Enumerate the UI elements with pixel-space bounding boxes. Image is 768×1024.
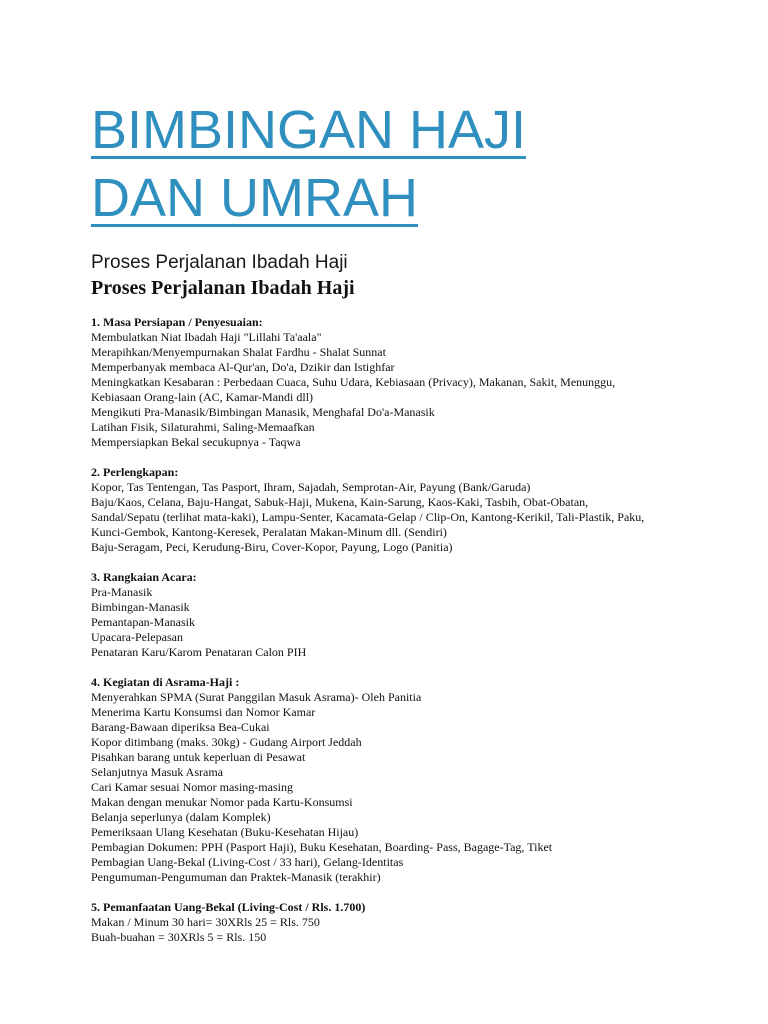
section-1 xyxy=(91,315,751,450)
section-heading: 3. Rangkaian Acara: xyxy=(91,570,197,584)
section-line: Pra-Manasik xyxy=(91,585,153,599)
section-line: Buah-buahan = 30XRls 5 = Rls. 150 xyxy=(91,930,267,944)
section-line: Selanjutnya Masuk Asrama xyxy=(91,765,223,779)
document-title xyxy=(91,100,751,236)
section-line: Pisahkan barang untuk keperluan di Pesawat xyxy=(91,750,306,764)
section-line: Makan / Minum 30 hari= 30XRls 25 = Rls. 750 xyxy=(91,915,320,929)
section-line: Pemeriksaan Ulang Kesehatan (Buku-Kesehatan Hijau) xyxy=(91,825,359,839)
section-line: Latihan Fisik, Silaturahmi, Saling-Memaafkan xyxy=(91,420,315,434)
section-2 xyxy=(91,465,751,555)
section-line: Menyerahkan SPMA (Surat Panggilan Masuk Asrama)- Oleh Panitia xyxy=(91,690,422,704)
section-heading: 4. Kegiatan di Asrama-Haji : xyxy=(91,675,240,689)
section-line: Kunci-Gembok, Kantong-Keresek, Peralatan Makan-Minum dll. (Sendiri) xyxy=(91,525,447,539)
section-line: Mengikuti Pra-Manasik/Bimbingan Manasik, Menghafal Do'a-Manasik xyxy=(91,405,435,419)
section-line: Mempersiapkan Bekal secukupnya - Taqwa xyxy=(91,435,301,449)
title-line-2: DAN UMRAH xyxy=(91,168,419,228)
section-line: Baju/Kaos, Celana, Baju-Hangat, Sabuk-Haji, Mukena, Kain-Sarung, Kaos-Kaki, Tasbih, Obat-Obatan, xyxy=(91,495,589,509)
section-line: Pembagian Uang-Bekal (Living-Cost / 33 hari), Gelang-Identitas xyxy=(91,855,404,869)
title-line-1: BIMBINGAN HAJI xyxy=(91,100,527,160)
section-line: Kopor, Tas Tentengan, Tas Pasport, Ihram, Sajadah, Semprotan-Air, Payung (Bank/Garuda) xyxy=(91,480,531,494)
section-4 xyxy=(91,675,751,885)
sections-container xyxy=(91,315,751,945)
section-line: Penataran Karu/Karom Penataran Calon PIH xyxy=(91,645,307,659)
subtitle-serif: Proses Perjalanan Ibadah Haji xyxy=(91,277,355,299)
subtitle-sans: Proses Perjalanan Ibadah Haji xyxy=(91,252,348,273)
section-line: Makan dengan menukar Nomor pada Kartu-Konsumsi xyxy=(91,795,353,809)
section-line: Kebiasaan Orang-lain (AC, Kamar-Mandi dll) xyxy=(91,390,314,404)
section-line: Meningkatkan Kesabaran : Perbedaan Cuaca, Suhu Udara, Kebiasaan (Privacy), Makanan, Sakit, Menunggu, xyxy=(91,375,616,389)
section-line: Bimbingan-Manasik xyxy=(91,600,190,614)
section-3 xyxy=(91,570,751,660)
section-line: Memperbanyak membaca Al-Qur'an, Do'a, Dzikir dan Istighfar xyxy=(91,360,395,374)
section-line: Pemantapan-Manasik xyxy=(91,615,195,629)
section-line: Belanja seperlunya (dalam Komplek) xyxy=(91,810,271,824)
document-page xyxy=(91,100,751,945)
section-heading: 2. Perlengkapan: xyxy=(91,465,179,479)
section-line: Kopor ditimbang (maks. 30kg) - Gudang Airport Jeddah xyxy=(91,735,362,749)
section-line: Cari Kamar sesuai Nomor masing-masing xyxy=(91,780,293,794)
section-heading: 5. Pemanfaatan Uang-Bekal (Living-Cost / Rls. 1.700) xyxy=(91,900,366,914)
section-line: Pembagian Dokumen: PPH (Pasport Haji), Buku Kesehatan, Boarding- Pass, Bagage-Tag, Tiket xyxy=(91,840,553,854)
section-line: Upacara-Pelepasan xyxy=(91,630,183,644)
section-line: Pengumuman-Pengumuman dan Praktek-Manasik (terakhir) xyxy=(91,870,381,884)
section-line: Merapihkan/Menyempurnakan Shalat Fardhu - Shalat Sunnat xyxy=(91,345,386,359)
section-heading: 1. Masa Persiapan / Penyesuaian: xyxy=(91,315,263,329)
section-line: Sandal/Sepatu (terlihat mata-kaki), Lampu-Senter, Kacamata-Gelap / Clip-On, Kantong-Kerikil, Tali-Plastik, Paku, xyxy=(91,510,645,524)
section-5 xyxy=(91,900,751,945)
section-line: Membulatkan Niat Ibadah Haji "Lillahi Ta'aala" xyxy=(91,330,322,344)
section-line: Menerima Kartu Konsumsi dan Nomor Kamar xyxy=(91,705,316,719)
section-line: Baju-Seragam, Peci, Kerudung-Biru, Cover-Kopor, Payung, Logo (Panitia) xyxy=(91,540,453,554)
section-line: Barang-Bawaan diperiksa Bea-Cukai xyxy=(91,720,270,734)
